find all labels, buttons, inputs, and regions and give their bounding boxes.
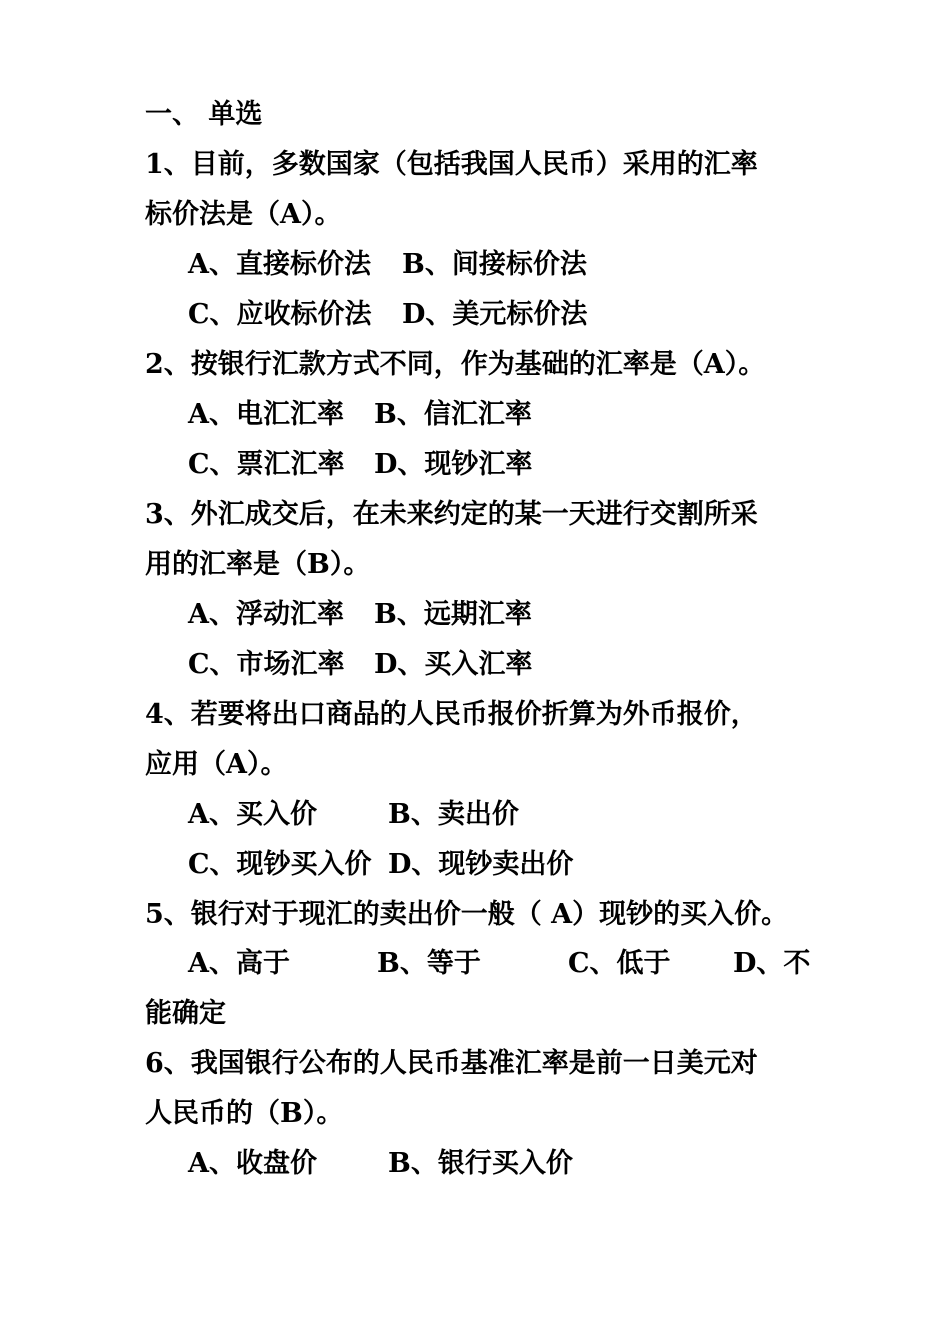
question-1-option-c: C、应收标价法 [188, 299, 372, 330]
question-3-line-2: 用的汇率是（B）。 [145, 549, 371, 580]
question-6-line-1: 6、我国银行公布的人民币基准汇率是前一日美元对 [145, 1048, 758, 1079]
question-5-option-b: B、等于 [377, 948, 481, 979]
question-6-line-2: 人民币的（B）。 [145, 1098, 344, 1129]
question-4-option-a: A、买入价 [188, 799, 317, 830]
question-4-option-b: B、卖出价 [388, 799, 519, 830]
question-5-line-1: 5、银行对于现汇的卖出价一般（ A）现钞的买入价。 [145, 899, 789, 930]
question-3-option-b: B、远期汇率 [374, 599, 532, 630]
question-1-option-d: D、美元标价法 [402, 299, 588, 330]
question-6-option-a: A、收盘价 [188, 1148, 317, 1179]
question-2-option-d: D、现钞汇率 [374, 449, 533, 480]
question-1-line-1: 1、目前，多数国家（包括我国人民币）采用的汇率 [145, 149, 758, 180]
question-5-continuation: 能确定 [145, 998, 226, 1029]
question-4-line-1: 4、若要将出口商品的人民币报价折算为外币报价， [145, 699, 758, 730]
question-2-option-b: B、信汇汇率 [374, 399, 532, 430]
question-3-line-1: 3、外汇成交后，在未来约定的某一天进行交割所采 [145, 499, 758, 530]
question-4-option-d: D、现钞卖出价 [388, 849, 574, 880]
question-1-option-b: B、间接标价法 [402, 249, 587, 280]
question-5-option-d: D、不 [733, 948, 811, 979]
question-2-line-1: 2、按银行汇款方式不同，作为基础的汇率是（A）。 [145, 349, 766, 380]
question-3-option-c: C、市场汇率 [188, 649, 345, 680]
section-heading: 一、 单选 [145, 99, 263, 130]
question-2-option-c: C、票汇汇率 [188, 449, 345, 480]
question-2-option-a: A、电汇汇率 [188, 399, 344, 430]
question-3-option-d: D、买入汇率 [374, 649, 533, 680]
question-4-line-2: 应用（A）。 [145, 749, 288, 780]
question-4-option-c: C、现钞买入价 [188, 849, 372, 880]
question-1-line-2: 标价法是（A）。 [145, 199, 342, 230]
question-6-option-b: B、银行买入价 [388, 1148, 573, 1179]
question-1-option-a: A、直接标价法 [188, 249, 371, 280]
question-3-option-a: A、浮动汇率 [188, 599, 344, 630]
question-5-option-c: C、低于 [568, 948, 671, 979]
question-5-option-a: A、高于 [188, 948, 290, 979]
